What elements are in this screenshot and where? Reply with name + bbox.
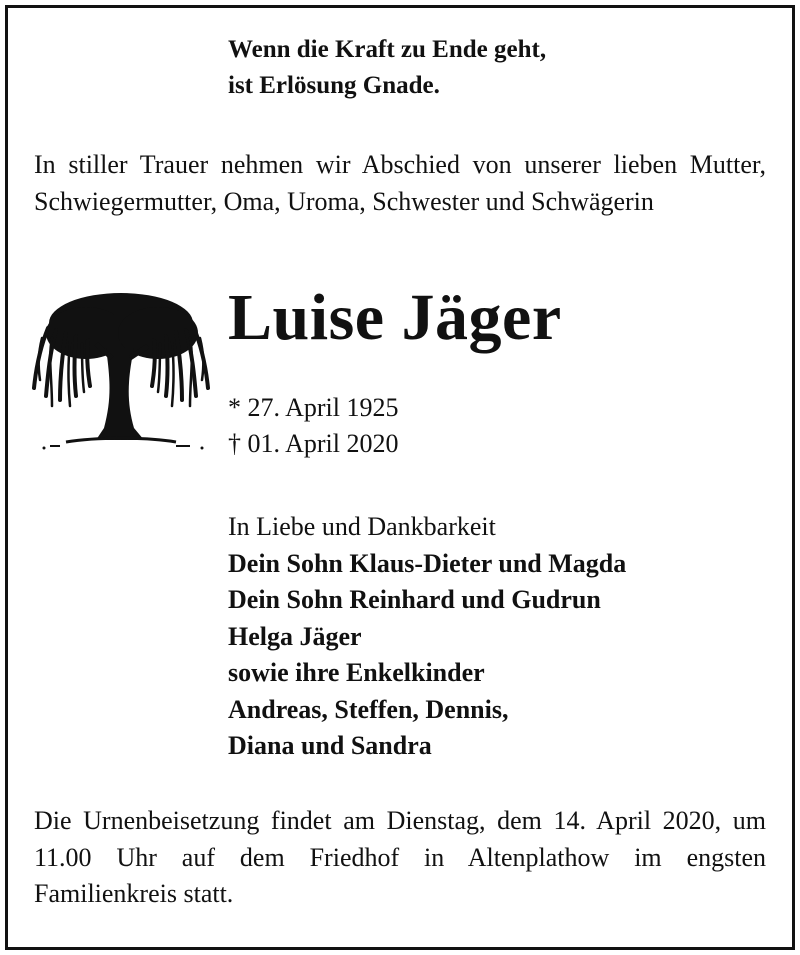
death-date: † 01. April 2020 [228,429,399,458]
mourner-line: Dein Sohn Reinhard und Gudrun [228,585,601,614]
mourner-line: Helga Jäger [228,621,362,651]
intro-text: In stiller Trauer nehmen wir Abschied von unserer lieben Mutter, Schwiegermutter, Oma, Uroma, Schwester und Schwägerin [34,150,766,216]
life-dates [228,390,398,462]
mourner-line: Diana und Sandra [228,731,432,760]
birth-date: * 27. April 1925 [228,393,399,422]
willow-tree-icon [26,288,216,458]
funeral-info: Die Urnenbeisetzung findet am Dienstag, dem 14. April 2020, um 11.00 Uhr auf dem Friedhof in Altenplathow im engsten Familienkreis statt. [34,806,766,908]
mourner-line: sowie ihre Enkelkinder [228,658,485,687]
motto-line-2: ist Erlösung Gnade. [228,72,440,99]
mourners-intro: In Liebe und Dankbarkeit [228,512,496,541]
mourner-line: Andreas, Steffen, Dennis, [228,694,509,724]
mourner-line: Dein Sohn Klaus-Dieter und Magda [228,548,627,578]
motto [228,32,546,104]
mourners-list [228,509,626,765]
motto-line-1: Wenn die Kraft zu Ende geht, [228,36,547,63]
deceased-name: Luise Jäger [228,281,562,354]
